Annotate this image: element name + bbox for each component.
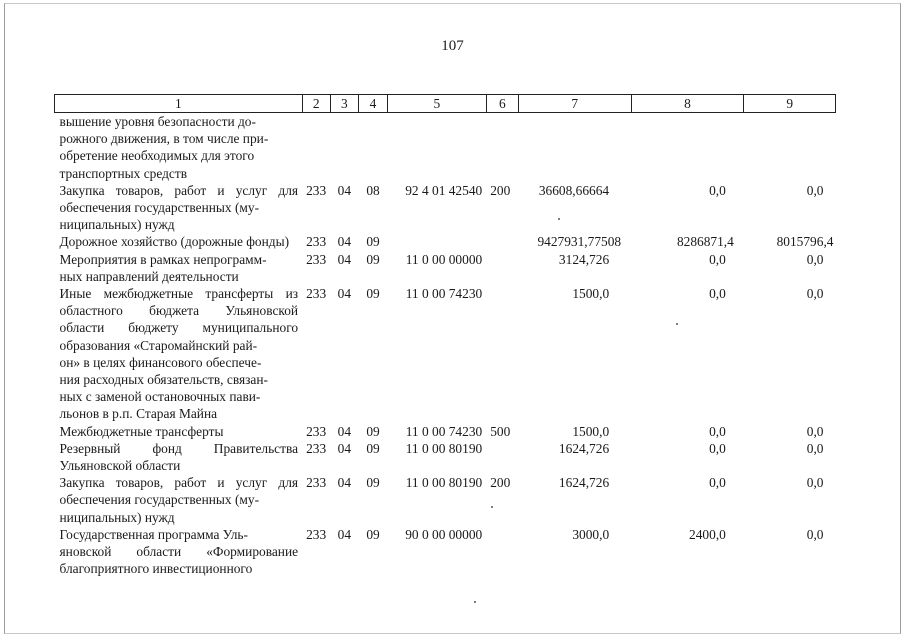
cell-c8: 0,0 (709, 182, 726, 198)
cell-c8: 8286871,4 (676, 234, 734, 250)
table-row (55, 423, 836, 440)
page-number: 107 (441, 38, 464, 54)
cell-c5: 92 4 01 42540 (405, 182, 483, 198)
cell-c3: 04 (337, 251, 352, 267)
cell-c6: 200 (490, 182, 511, 198)
cell-c8: 0,0 (709, 286, 726, 302)
table-row (55, 251, 836, 285)
cell-c5: 11 0 00 00000 (405, 251, 483, 267)
scan-speck (558, 218, 560, 220)
cell-c6 (486, 440, 518, 474)
cell-c7: 1624,726 (558, 475, 610, 491)
cell-c9: 0,0 (806, 526, 824, 542)
cell-c6: 200 (490, 475, 511, 491)
cell-c2: 233 (306, 475, 327, 491)
cell-c9: 0,0 (806, 182, 824, 198)
cell-c6: 500 (490, 423, 511, 439)
cell-c8 (631, 113, 744, 182)
header-col-7: 7 (518, 95, 631, 113)
cell-c5: 90 0 00 00000 (405, 526, 483, 542)
cell-c7: 1500,0 (572, 286, 610, 302)
header-col-3: 3 (330, 95, 358, 113)
cell-c3: 04 (337, 423, 352, 439)
cell-c8: 0,0 (709, 440, 726, 456)
cell-c4: 09 (366, 251, 380, 267)
cell-c5: 11 0 00 74230 (405, 286, 483, 302)
scan-speck (491, 506, 493, 508)
header-col-5: 5 (388, 95, 487, 113)
table-row (55, 233, 836, 250)
cell-c8: 2400,0 (689, 526, 726, 542)
cell-c4: 09 (366, 526, 380, 542)
row-description: вышение уровня безопасности до- рожного движения, в том числе при- обретение необходимых для этого транспортных средств (59, 114, 269, 181)
cell-c9: 8015796,4 (776, 234, 834, 250)
table-row (55, 113, 836, 182)
row-description: Государственная программа Уль- яновской области «Формирование благоприятного инвестиционного (59, 526, 299, 577)
cell-c4: 09 (366, 286, 380, 302)
cell-c5: 11 0 00 74230 (405, 423, 483, 439)
row-description: Резервный фонд Правительства Ульяновской области (59, 440, 299, 474)
cell-c7: 9427931,77508 (537, 234, 622, 250)
row-description: Межбюджетные трансферты (59, 423, 224, 439)
cell-c9: 0,0 (806, 475, 824, 491)
cell-c9: 0,0 (806, 440, 824, 456)
cell-c9: 0,0 (806, 251, 824, 267)
cell-c9: 0,0 (806, 423, 824, 439)
table-body (55, 113, 836, 578)
scan-speck (676, 323, 678, 325)
header-row (55, 95, 836, 113)
cell-c2: 233 (306, 251, 327, 267)
cell-c4: 08 (366, 182, 380, 198)
cell-c5: 11 0 00 80190 (405, 475, 483, 491)
row-description: Иные межбюджетные трансферты из областного бюджета Ульяновской области бюджету муниципального образования «Старомайнский рай- он» в целях финансового обеспече- ния расходных обязательств, связан- ных с заменой остановочных пави- льонов в р.п. Старая Майна (59, 286, 299, 422)
cell-c8: 0,0 (709, 423, 726, 439)
cell-c3: 04 (337, 526, 352, 542)
header-col-8: 8 (631, 95, 744, 113)
cell-c3: 04 (337, 440, 352, 456)
cell-c6 (486, 113, 518, 182)
cell-c7 (518, 113, 631, 182)
cell-c4: 09 (366, 234, 380, 250)
cell-c2: 233 (306, 526, 327, 542)
cell-c3: 04 (337, 234, 352, 250)
cell-c2 (302, 113, 330, 182)
cell-c9 (744, 113, 836, 182)
cell-c4 (358, 113, 387, 182)
cell-c8: 0,0 (709, 475, 726, 491)
cell-c6 (486, 233, 518, 250)
cell-c8: 0,0 (709, 251, 726, 267)
cell-c5 (388, 113, 487, 182)
cell-c2: 233 (306, 286, 327, 302)
cell-c4: 09 (366, 440, 380, 456)
table-row (55, 182, 836, 234)
header-col-2: 2 (302, 95, 330, 113)
cell-c7: 3124,726 (558, 251, 610, 267)
cell-c3: 04 (337, 286, 352, 302)
table-row (55, 474, 836, 526)
scan-speck (474, 601, 476, 603)
cell-c7: 36608,66664 (538, 182, 610, 198)
table-row (55, 285, 836, 423)
row-description: Закупка товаров, работ и услуг для обеспечения государственных (му- ниципальных) нужд (59, 182, 299, 233)
row-description: Мероприятия в рамках непрограмм- ных направлений деятельности (59, 251, 267, 284)
cell-c7: 1500,0 (572, 423, 610, 439)
cell-c9: 0,0 (806, 286, 824, 302)
cell-c7: 1624,726 (558, 440, 610, 456)
row-description: Закупка товаров, работ и услуг для обеспечения государственных (му- ниципальных) нужд (59, 475, 299, 525)
cell-c6 (486, 285, 518, 423)
cell-c3: 04 (337, 475, 352, 491)
header-col-6: 6 (486, 95, 518, 113)
cell-c5: 11 0 00 80190 (405, 440, 483, 456)
table-header (55, 95, 836, 113)
row-description: Дорожное хозяйство (дорожные фонды) (59, 234, 290, 250)
table-row (55, 440, 836, 474)
cell-c2: 233 (306, 440, 327, 456)
cell-c2: 233 (306, 234, 327, 250)
cell-c6 (486, 251, 518, 285)
header-col-9: 9 (744, 95, 836, 113)
cell-c7: 3000,0 (572, 526, 610, 542)
cell-c2: 233 (306, 423, 327, 439)
budget-table (54, 94, 836, 577)
cell-c3 (330, 113, 358, 182)
header-col-4: 4 (358, 95, 387, 113)
cell-c2: 233 (306, 182, 327, 198)
header-col-1: 1 (55, 95, 303, 113)
cell-c4: 09 (366, 475, 380, 491)
cell-c3: 04 (337, 182, 352, 198)
cell-c6 (486, 526, 518, 578)
cell-c5 (388, 233, 487, 250)
table-row (55, 526, 836, 578)
cell-c4: 09 (366, 423, 380, 439)
